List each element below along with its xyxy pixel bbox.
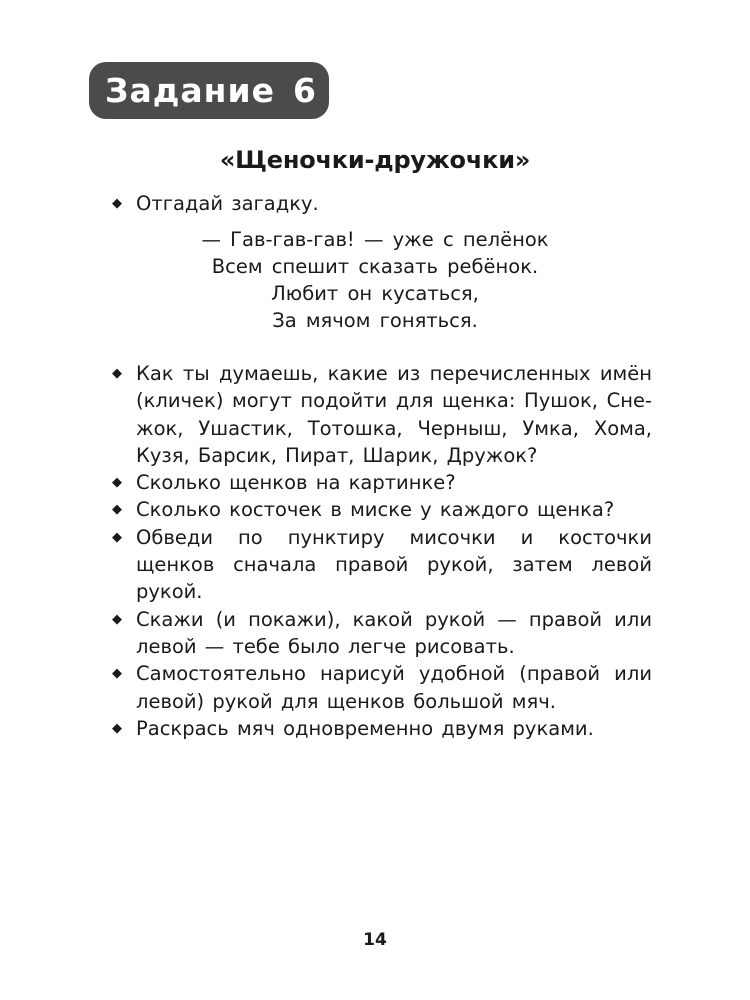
riddle-line: — Гав-гав-гав! — уже с пелёнок: [201, 228, 549, 251]
list-item: [112, 524, 652, 606]
bullet-icon: ◆: [112, 611, 122, 627]
bullet-icon: ◆: [112, 502, 122, 518]
bullet-icon: ◆: [112, 529, 122, 545]
riddle-line: Любит он кусаться,: [271, 282, 479, 305]
list-item: [112, 660, 652, 715]
task-label: Задание: [105, 71, 275, 110]
bullet-icon: ◆: [112, 666, 122, 682]
bullet-icon: ◆: [112, 475, 122, 491]
bullet-icon: ◆: [112, 366, 122, 381]
task-text: Скажи (и покажи), какой рукой — правой или левой — тебе было легче рисовать.: [136, 607, 652, 658]
riddle-line: Всем спешит сказать ребёнок.: [211, 255, 539, 278]
task-list: [112, 360, 652, 742]
task-badge: [89, 62, 329, 119]
intro-text: Отгадай загадку.: [136, 192, 319, 215]
task-text: Обведи по пунктиру мисочки и косточки щенков сначала правой рукой, затем левой рукой.: [136, 525, 652, 604]
intro-item: [112, 190, 652, 217]
list-item: [112, 496, 652, 523]
task-number: 6: [292, 71, 317, 110]
task-text: Сколько косточек в миске у каждого щенка?: [136, 498, 615, 522]
list-item: [112, 469, 652, 496]
list-item: [112, 360, 652, 469]
list-item: [112, 715, 652, 742]
task-text: Как ты думаешь, какие из перечисленных имён (кличек) могут подойти для щенка: Пушок, Снежок, Ушастик, Тотошка, Черныш, Умка, Хома, Кузя, Барсик, Пират, Шарик, Дружок?: [136, 362, 652, 467]
riddle-line: За мячом гоняться.: [272, 309, 478, 332]
page-number: 14: [363, 930, 387, 950]
task-text: Сколько щенков на картинке?: [136, 471, 456, 495]
page-title: «Щеночки-дружочки»: [219, 146, 531, 174]
bullet-icon: ◆: [112, 720, 122, 736]
task-text: Раскрась мяч одновременно двумя руками.: [136, 716, 594, 740]
task-text: Самостоятельно нарисуй удобной (правой или левой) рукой для щенков большой мяч.: [136, 662, 652, 713]
bullet-icon: ◆: [112, 196, 122, 211]
list-item: [112, 606, 652, 661]
intro-block: [112, 190, 652, 217]
